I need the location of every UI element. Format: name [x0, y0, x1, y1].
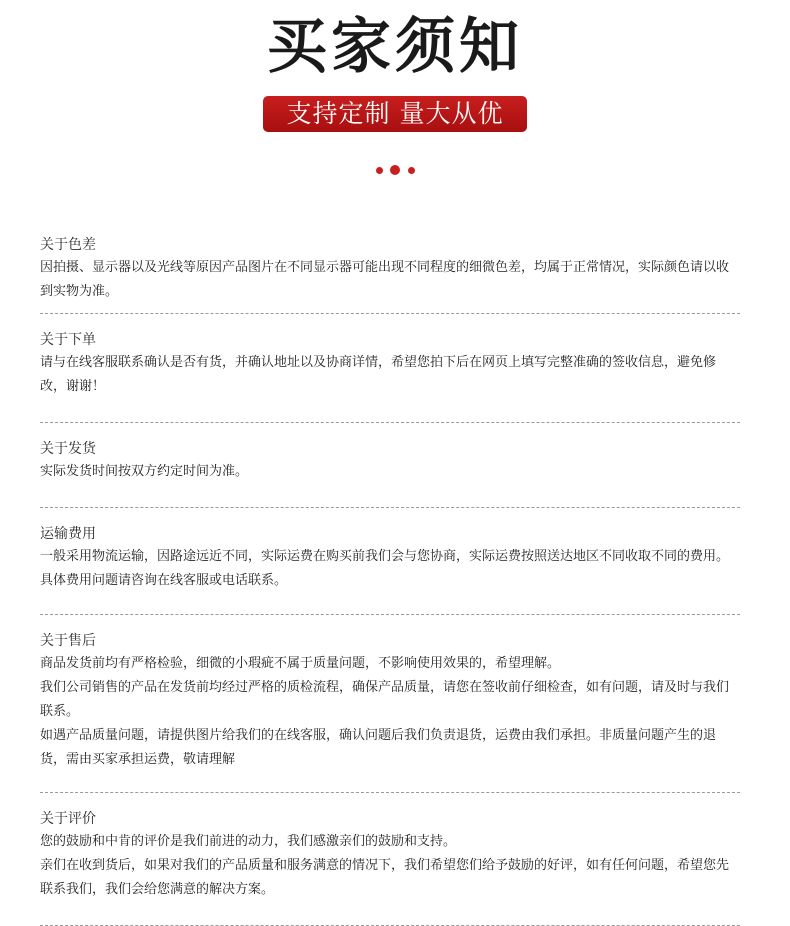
section-freight: [40, 508, 740, 615]
section-title: 关于下单: [40, 332, 96, 348]
section-title: 关于售后: [40, 633, 96, 649]
decorative-dots: [372, 164, 418, 178]
section-text: 请与在线客服联系确认是否有货，并确认地址以及协商详情，希望您拍下后在网页上填写完整准确的签收信息，避免修改，谢谢！: [40, 355, 717, 394]
section-text: 因拍摄、显示器以及光线等原因产品图片在不同显示器可能出现不同程度的细微色差，均属于正常情况，实际颜色请以收到实物为准。: [40, 260, 730, 299]
section-color-difference: [40, 230, 740, 314]
section-text: 您的鼓励和中肯的评价是我们前进的动力，我们感激亲们的鼓励和支持。: [40, 834, 457, 849]
section-title: 运输费用: [40, 526, 96, 542]
section-text: 商品发货前均有严格检验，细微的小瑕疵不属于质量问题，不影响使用效果的，希望理解。: [40, 656, 561, 671]
section-title: 关于发货: [40, 441, 96, 457]
section-after-sales: [40, 615, 740, 793]
dot-icon: [390, 165, 400, 175]
notice-list: [40, 230, 740, 926]
page-title: 买家须知: [267, 12, 523, 82]
section-title: 关于评价: [40, 811, 96, 827]
section-text: 亲们在收到货后，如果对我们的产品质量和服务满意的情况下，我们希望您们给予鼓励的好评，如有任何问题，希望您先联系我们，我们会给您满意的解决方案。: [40, 858, 730, 897]
section-text: 如遇产品质量问题，请提供图片给我们的在线客服，确认问题后我们负责退货，运费由我们承担。非质量问题产生的退货，需由买家承担运费，敬请理解: [40, 728, 717, 767]
section-text: 一般采用物流运输，因路途远近不同，实际运费在购买前我们会与您协商，实际运费按照送达地区不同收取不同的费用。具体费用问题请咨询在线客服或电话联系。: [40, 549, 730, 588]
dot-icon: [408, 167, 415, 174]
promo-badge: 支持定制 量大从优: [263, 96, 527, 132]
section-ordering: [40, 314, 740, 423]
section-text: 我们公司销售的产品在发货前均经过严格的质检流程，确保产品质量，请您在签收前仔细检查，如有问题，请及时与我们联系。: [40, 680, 730, 719]
dot-icon: [376, 167, 383, 174]
section-reviews: [40, 793, 740, 926]
section-title: 关于色差: [40, 237, 96, 253]
section-shipping: [40, 423, 740, 508]
section-text: 实际发货时间按双方约定时间为准。: [40, 464, 249, 479]
